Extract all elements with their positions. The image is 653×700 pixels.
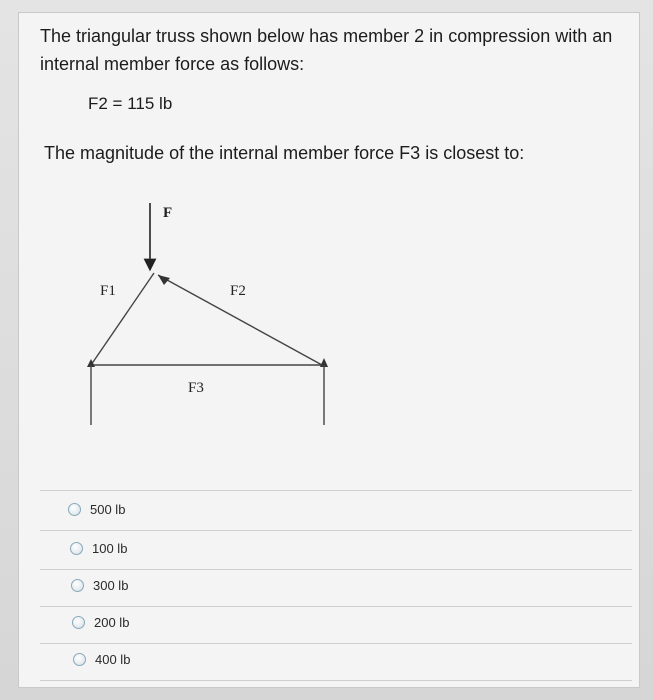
radio-button[interactable] [71, 579, 84, 592]
divider [40, 606, 632, 607]
question-prompt: The magnitude of the internal member force F3 is closest to: [44, 143, 525, 163]
member-3-label: F3 [188, 380, 204, 396]
option-label: 100 lb [92, 540, 128, 556]
joint-arrow-top [158, 275, 170, 285]
member-1-label: F1 [100, 283, 116, 299]
given-value: F2 = 115 lb [88, 94, 173, 113]
truss-diagram [60, 195, 360, 435]
divider [40, 530, 632, 531]
divider [40, 569, 632, 570]
member-2-label: F2 [230, 283, 246, 299]
option-label: 500 lb [90, 501, 126, 517]
answer-option-400[interactable] [73, 648, 130, 670]
load-label: F [163, 205, 173, 221]
divider [40, 680, 632, 681]
answer-option-500[interactable] [68, 498, 125, 520]
option-label: 400 lb [95, 651, 131, 667]
option-label: 200 lb [94, 614, 130, 630]
radio-button[interactable] [72, 616, 85, 629]
divider [40, 490, 632, 491]
answer-option-100[interactable] [70, 537, 127, 559]
option-label: 300 lb [93, 577, 129, 593]
question-line-1: The triangular truss shown below has member 2 in compression with an [40, 26, 613, 46]
question-statement [40, 22, 640, 78]
radio-button[interactable] [70, 542, 83, 555]
answer-option-300[interactable] [71, 574, 128, 596]
radio-button[interactable] [68, 503, 81, 516]
question-line-2: internal member force as follows: [40, 54, 305, 74]
answer-option-200[interactable] [72, 611, 129, 633]
divider [40, 643, 632, 644]
radio-button[interactable] [73, 653, 86, 666]
